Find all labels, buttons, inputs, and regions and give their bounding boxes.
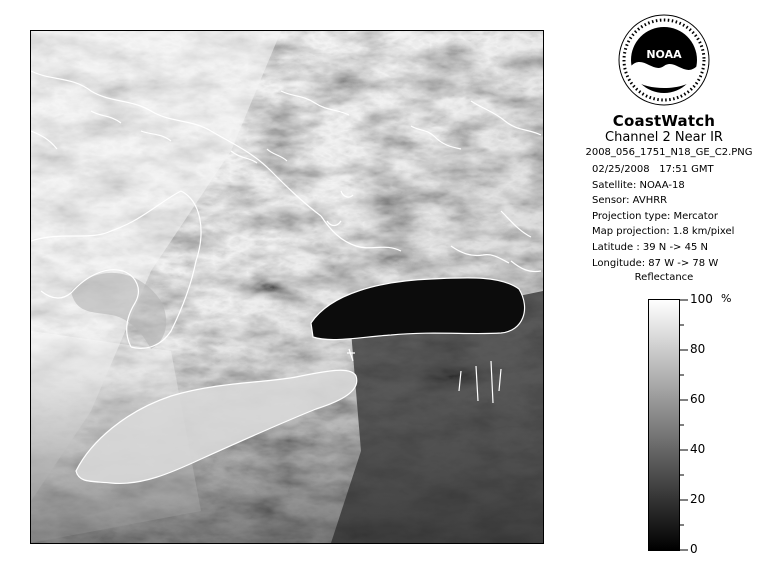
datetime-line — [592, 162, 734, 178]
svg-text:NOAA: NOAA — [646, 48, 682, 61]
legend-panel — [560, 0, 782, 572]
tick-label: 20 — [690, 492, 706, 506]
satellite-line: Satellite: NOAA-18 — [592, 179, 685, 191]
latitude-line: Latitude : 39 N -> 45 N — [592, 241, 708, 253]
projection-type-line: Projection type: Mercator — [592, 210, 718, 222]
tick-label: 40 — [690, 442, 706, 456]
tick-label: 100 — [690, 292, 713, 306]
colorbar-ticks — [679, 299, 691, 551]
channel-label: Channel 2 Near IR — [605, 130, 723, 145]
colorbar-title: Reflectance — [634, 272, 694, 283]
satellite-map — [30, 30, 544, 544]
tick-label: 0 — [690, 542, 698, 556]
satellite-image — [31, 31, 543, 543]
time-value: 17:51 GMT — [659, 164, 714, 175]
filename-label: 2008_056_1751_N18_GE_C2.PNG — [585, 147, 753, 158]
map-projection-line: Map projection: 1.8 km/pixel — [592, 226, 735, 238]
tick-label: 60 — [690, 392, 706, 406]
colorbar-unit: % — [721, 292, 732, 305]
noaa-emblem-icon — [618, 14, 710, 106]
longitude-line: Longitude: 87 W -> 78 W — [592, 257, 719, 269]
colorbar — [648, 299, 680, 551]
noaa-logo — [618, 14, 710, 106]
product-title: CoastWatch — [612, 112, 716, 130]
tick-label: 80 — [690, 342, 706, 356]
sensor-line: Sensor: AVHRR — [592, 195, 668, 207]
date-value: 02/25/2008 — [592, 164, 650, 175]
image-metadata — [592, 162, 734, 271]
